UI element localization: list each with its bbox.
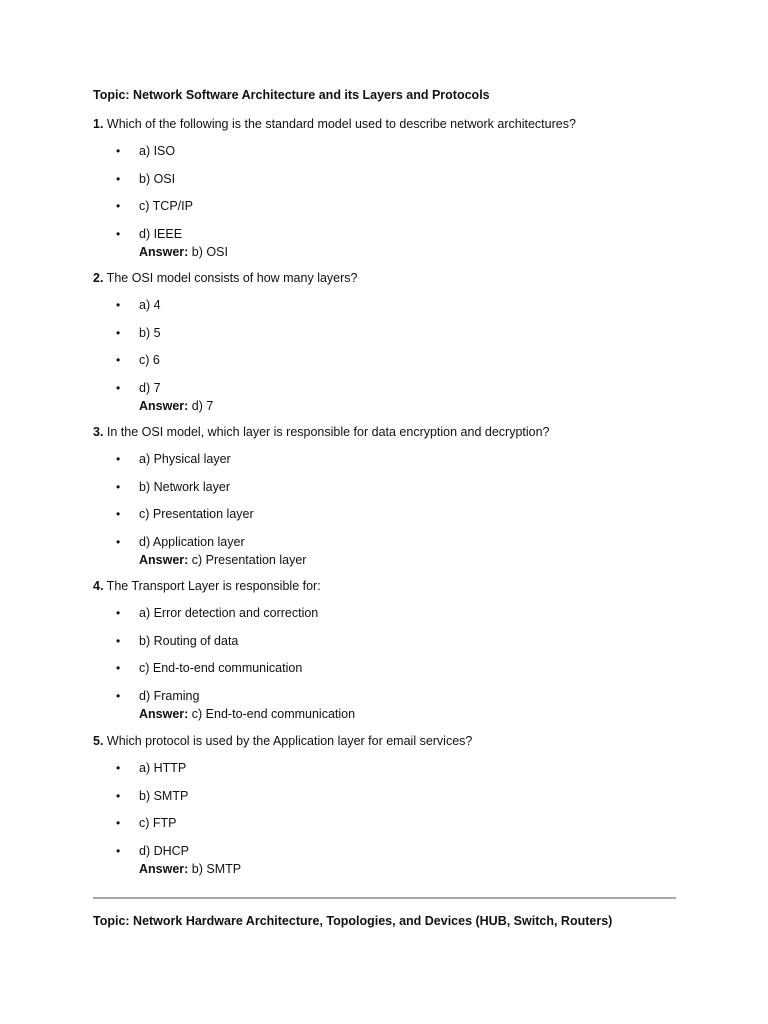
question-5-prompt: Which protocol is used by the Application layer for email services? xyxy=(103,734,473,748)
question-1-prompt: Which of the following is the standard model used to describe network architectures? xyxy=(103,117,576,131)
question-1-option-a xyxy=(93,143,713,171)
option-text: c) 6 xyxy=(139,353,160,367)
question-5-option-c xyxy=(93,815,713,843)
option-text: c) TCP/IP xyxy=(139,199,193,213)
question-5-number: 5. xyxy=(93,734,104,748)
question-1-options xyxy=(93,143,713,244)
question-4-option-d xyxy=(93,688,713,706)
question-1-text xyxy=(93,116,713,132)
question-3-options xyxy=(93,451,713,552)
question-4-option-b xyxy=(93,633,713,661)
question-2-option-c xyxy=(93,352,713,380)
question-4-options xyxy=(93,605,713,706)
option-text: d) Application layer xyxy=(139,534,245,549)
bullet-icon: • xyxy=(116,144,121,158)
option-text: a) ISO xyxy=(139,144,176,158)
bullet-icon: • xyxy=(116,661,121,675)
question-5-answer xyxy=(93,861,713,877)
question-3-option-b xyxy=(93,479,713,507)
bullet-icon: • xyxy=(116,380,121,395)
bullet-icon: • xyxy=(116,606,121,620)
bullet-icon: • xyxy=(116,298,121,312)
question-4-option-c xyxy=(93,660,713,688)
option-text: b) SMTP xyxy=(139,788,189,803)
question-3-text xyxy=(93,424,713,440)
question-2-prompt: The OSI model consists of how many layers? xyxy=(103,271,358,285)
question-1-number: 1. xyxy=(93,117,104,131)
answer-label: Answer: xyxy=(139,398,189,413)
question-1-option-c xyxy=(93,198,713,226)
answer-label: Answer: xyxy=(139,861,189,876)
bullet-icon: • xyxy=(116,688,121,703)
option-text: b) Routing of data xyxy=(139,633,239,648)
bullet-icon: • xyxy=(116,226,121,241)
question-5-options xyxy=(93,760,713,861)
question-3-answer xyxy=(93,552,713,568)
answer-label: Answer: xyxy=(139,706,189,721)
bullet-icon: • xyxy=(116,171,121,186)
bullet-icon: • xyxy=(116,325,121,340)
option-text: d) DHCP xyxy=(139,843,190,858)
question-1 xyxy=(93,116,713,260)
section-divider xyxy=(93,897,676,899)
answer-label: Answer: xyxy=(139,552,189,567)
question-2 xyxy=(93,270,713,414)
question-4-option-a xyxy=(93,605,713,633)
answer-value: c) End-to-end communication xyxy=(188,706,356,721)
option-text: b) Network layer xyxy=(139,479,230,494)
question-5-option-a xyxy=(93,760,713,788)
option-text: d) Framing xyxy=(139,688,200,703)
bullet-icon: • xyxy=(116,507,121,521)
question-3-option-d xyxy=(93,534,713,552)
question-2-text xyxy=(93,270,713,286)
answer-value: c) Presentation layer xyxy=(188,552,307,567)
question-5 xyxy=(93,733,713,877)
answer-label: Answer: xyxy=(139,244,189,259)
option-text: c) Presentation layer xyxy=(139,507,254,521)
option-text: c) End-to-end communication xyxy=(139,661,303,675)
question-4-answer xyxy=(93,706,713,722)
option-text: a) 4 xyxy=(139,298,161,312)
question-4-prompt: The Transport Layer is responsible for: xyxy=(103,579,321,593)
question-1-option-b xyxy=(93,171,713,199)
question-2-option-d xyxy=(93,380,713,398)
question-4-text xyxy=(93,578,713,594)
answer-value: b) SMTP xyxy=(188,861,242,876)
option-text: a) Error detection and correction xyxy=(139,606,319,620)
bullet-icon: • xyxy=(116,843,121,858)
question-1-option-d xyxy=(93,226,713,244)
option-text: b) OSI xyxy=(139,171,176,186)
bullet-icon: • xyxy=(116,816,121,830)
topic-heading-hardware: Topic: Network Hardware Architecture, Topologies, and Devices (HUB, Switch, Routers) xyxy=(93,914,613,928)
question-5-option-d xyxy=(93,843,713,861)
bullet-icon: • xyxy=(116,633,121,648)
bullet-icon: • xyxy=(116,199,121,213)
answer-value: d) 7 xyxy=(188,398,214,413)
bullet-icon: • xyxy=(116,534,121,549)
question-4 xyxy=(93,578,713,722)
question-2-option-b xyxy=(93,325,713,353)
question-2-answer xyxy=(93,398,713,414)
option-text: a) HTTP xyxy=(139,761,187,775)
question-5-text xyxy=(93,733,713,749)
bullet-icon: • xyxy=(116,761,121,775)
question-3-number: 3. xyxy=(93,425,104,439)
question-2-number: 2. xyxy=(93,271,104,285)
option-text: b) 5 xyxy=(139,325,161,340)
option-text: d) IEEE xyxy=(139,226,183,241)
bullet-icon: • xyxy=(116,788,121,803)
question-4-number: 4. xyxy=(93,579,104,593)
question-3 xyxy=(93,424,713,568)
option-text: d) 7 xyxy=(139,380,161,395)
question-5-option-b xyxy=(93,788,713,816)
question-3-option-c xyxy=(93,506,713,534)
question-2-option-a xyxy=(93,297,713,325)
question-3-prompt: In the OSI model, which layer is responsible for data encryption and decryption? xyxy=(103,425,550,439)
bullet-icon: • xyxy=(116,353,121,367)
option-text: a) Physical layer xyxy=(139,452,231,466)
question-2-options xyxy=(93,297,713,398)
question-1-answer xyxy=(93,244,713,260)
option-text: c) FTP xyxy=(139,816,177,830)
topic-heading-software: Topic: Network Software Architecture and its Layers and Protocols xyxy=(93,88,490,102)
answer-value: b) OSI xyxy=(188,244,228,259)
question-3-option-a xyxy=(93,451,713,479)
bullet-icon: • xyxy=(116,452,121,466)
bullet-icon: • xyxy=(116,479,121,494)
